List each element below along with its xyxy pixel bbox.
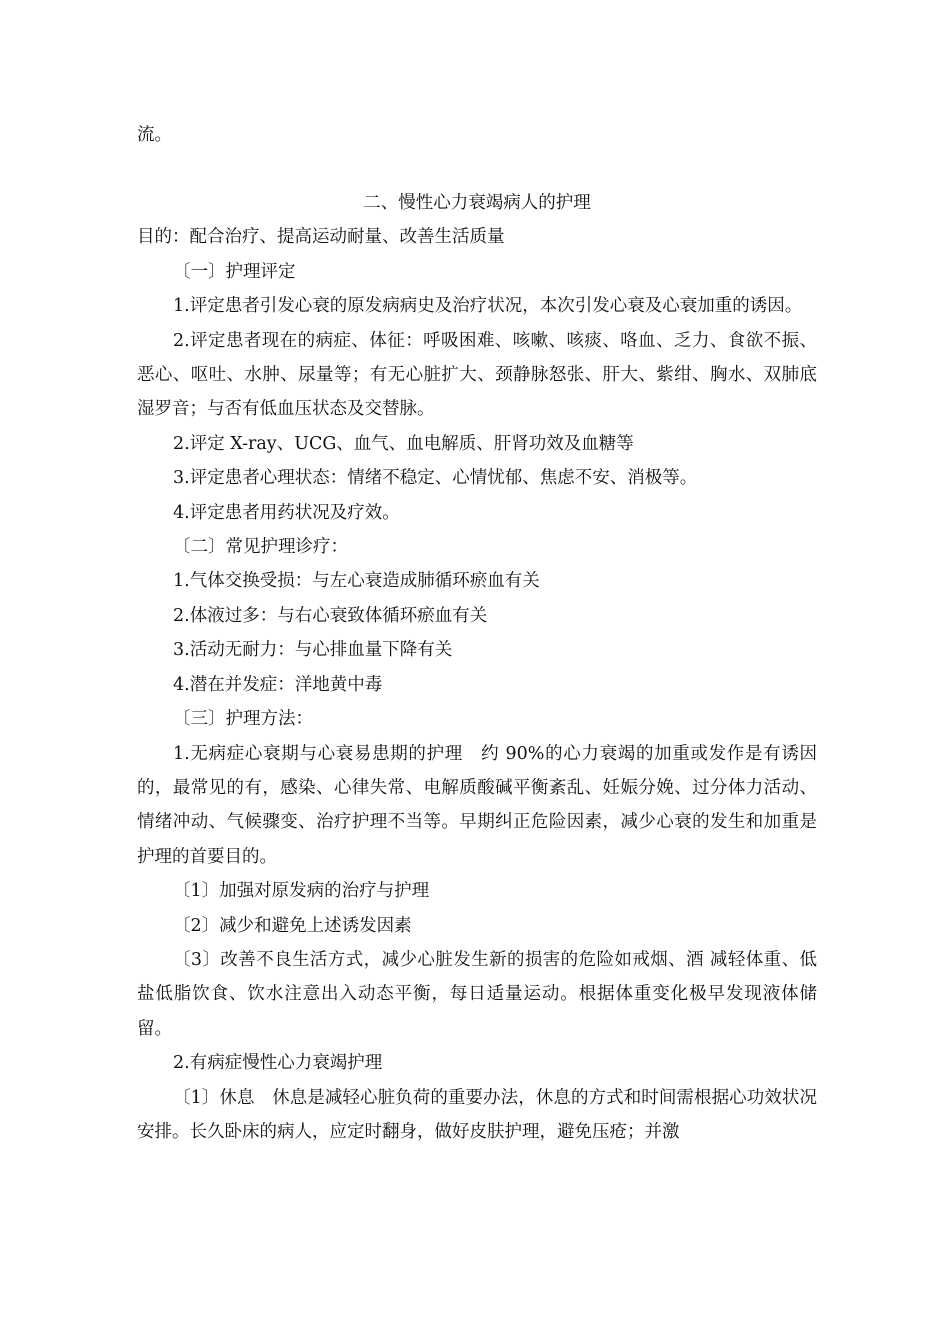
section3-subitem: 〔2〕减少和避免上述诱发因素 xyxy=(173,915,412,936)
section2-item: 3.活动无耐力：与心排血量下降有关 xyxy=(173,640,453,661)
section3-subitem: 〔1〕休息 休息是减轻心脏负荷的重要办法，休息的方式和时间需根据心功效状况安排。长久卧床的病人，应定时翻身，做好皮肤护理，避免压疮；并激 xyxy=(137,1087,817,1142)
section2-item: 4.潜在并发症：洋地黄中毒 xyxy=(173,674,383,695)
section3-subitem: 〔3〕改善不良生活方式，减少心脏发生新的损害的危险如戒烟、酒 减轻体重、低盐低脂饮食、饮水注意出入动态平衡，每日适量运动。根据体重变化极早发现液体储留。 xyxy=(137,949,817,1039)
section2-item: 2.体液过多：与右心衰致体循环瘀血有关 xyxy=(173,605,488,626)
section-title: 二、慢性心力衰竭病人的护理 xyxy=(363,193,591,213)
lead-fragment-block xyxy=(137,118,817,152)
section1-item: 4.评定患者用药状况及疗效。 xyxy=(173,502,400,523)
purpose-line: 目的：配合治疗、提高运动耐量、改善生活质量 xyxy=(137,227,505,248)
section2-item: 1.气体交换受损：与左心衰造成肺循环瘀血有关 xyxy=(173,571,540,592)
section1-item: 2.评定 X-ray、UCG、血气、血电解质、肝肾功效及血糖等 xyxy=(173,433,634,454)
section3-subitem: 〔1〕加强对原发病的治疗与护理 xyxy=(173,881,430,902)
lead-fragment: 流。 xyxy=(137,125,172,145)
section1-heading: 〔一〕护理评定 xyxy=(173,261,296,282)
section1-item: 3.评定患者心理状态：情绪不稳定、心情忧郁、焦虑不安、消极等。 xyxy=(173,468,698,489)
section3-paragraph: 2.有病症慢性心力衰竭护理 xyxy=(173,1053,383,1074)
section1-item: 2.评定患者现在的病症、体征：呼吸困难、咳嗽、咳痰、咯血、乏力、食欲不振、恶心、呕吐、水肿、尿量等；有无心脏扩大、颈静脉怒张、肝大、紫绀、胸水、双肺底湿罗音；与否有低血压状态及交替脉。 xyxy=(137,330,817,420)
section3-paragraph: 1.无病症心衰期与心衰易患期的护理 约 90%的心力衰竭的加重或发作是有诱因的，最常见的有，感染、心律失常、电解质酸碱平衡紊乱、妊娠分娩、过分体力活动、情绪冲动、气候骤变、治疗护理不当等。早期纠正危险因素，减少心衰的发生和加重是护理的首要目的。 xyxy=(137,743,817,867)
section3-heading: 〔三〕护理方法： xyxy=(173,709,313,730)
document-body xyxy=(137,186,817,1149)
section1-item: 1.评定患者引发心衰的原发病病史及治疗状况，本次引发心衰及心衰加重的诱因。 xyxy=(173,296,803,317)
section2-heading: 〔二〕常见护理诊疗： xyxy=(173,537,348,558)
